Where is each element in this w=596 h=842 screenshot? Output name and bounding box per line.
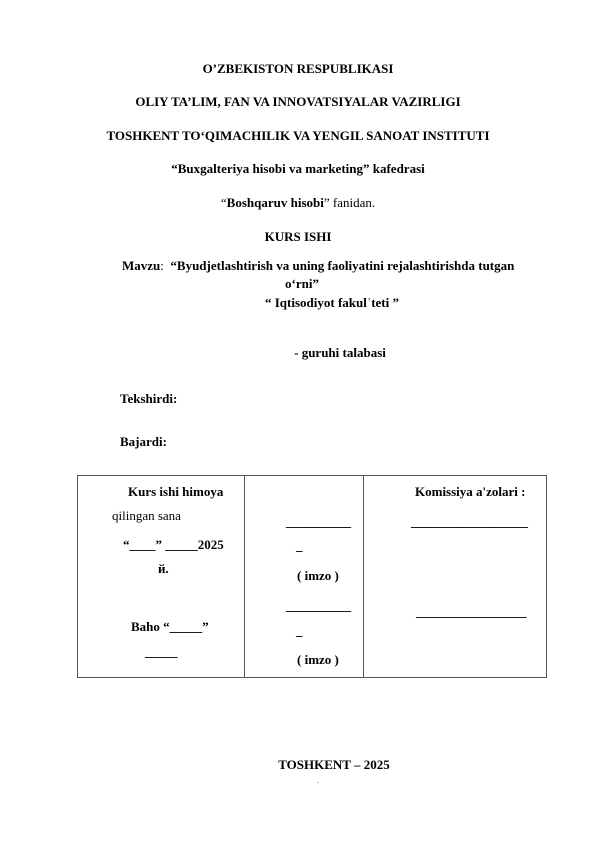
signature-line-2: __________ — [286, 598, 351, 613]
signature-dash-1: _ — [296, 538, 303, 553]
subject-open-quote: “ — [220, 195, 227, 210]
defense-date-label-2: qilingan sana — [112, 508, 181, 523]
topic-text-1: “Byudjetlashtirish va uning faoliyatini rejalashtirishda tutgan — [170, 258, 515, 273]
commission-title: Komissiya a'zolari : — [415, 484, 526, 499]
ministry-title: OLIY TA’LIM, FAN VA INNOVATSIYALAR VAZIRLIGI — [135, 94, 461, 109]
signature-label-1: ( imzo ) — [297, 568, 339, 583]
topic-label: Mavzu — [122, 258, 161, 273]
defense-date-label-1: Kurs ishi himoya — [128, 484, 224, 499]
department-title — [0, 161, 596, 177]
year-suffix: й. — [158, 561, 169, 576]
work-type: KURS ISHI — [264, 229, 332, 244]
subject-line — [0, 195, 596, 211]
group-line: - guruhi talabasi — [294, 345, 386, 360]
grade-blank: _____ — [145, 644, 178, 659]
country-title: O’ZBEKISTON RESPUBLIKASI — [202, 61, 394, 76]
signature-line-1: __________ — [286, 514, 351, 529]
faculty-name: “ Iqtisodiyot fakulʾteti ” — [265, 295, 399, 310]
signature-label-2: ( imzo ) — [297, 652, 339, 667]
grade-field: Baho “_____” — [131, 619, 209, 634]
footer-dot: . — [317, 776, 319, 785]
column-divider-1 — [244, 476, 245, 677]
checked-by-label: Tekshirdi: — [120, 391, 178, 406]
signature-dash-2: _ — [296, 623, 303, 638]
commission-member-line-1: __________________ — [411, 514, 528, 529]
topic-line-1 — [122, 258, 514, 274]
subject-name: Boshqaruv hisobi — [226, 195, 324, 210]
department-suffix: kafedrasi — [369, 161, 425, 176]
department-name: “Buxgalteriya hisobi va marketing” — [171, 161, 370, 176]
topic-text-2: o‘rni” — [285, 276, 319, 291]
commission-member-line-2: _________________ — [416, 604, 527, 619]
footer-city-year: TOSHKENT – 2025 — [278, 757, 390, 772]
subject-close: ” fanidan. — [323, 195, 376, 210]
done-by-label: Bajardi: — [120, 434, 167, 449]
column-divider-2 — [363, 476, 364, 677]
topic-colon: : — [160, 258, 164, 273]
defense-table — [77, 475, 547, 678]
defense-date-field: “____” _____2025 — [123, 537, 224, 552]
institute-title: TOSHKENT TO‘QIMACHILIK VA YENGIL SANOAT INSTITUTI — [106, 128, 490, 143]
